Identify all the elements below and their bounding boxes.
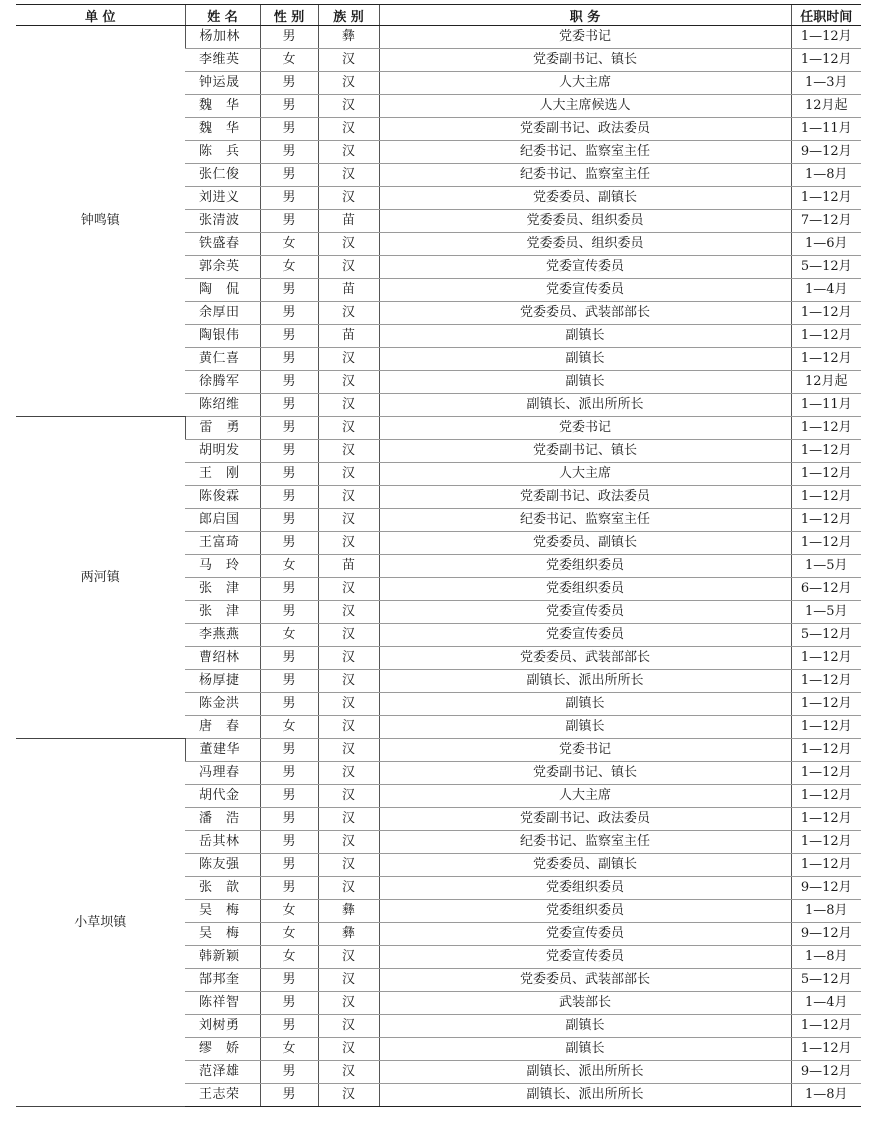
term-cell: 9—12月 — [791, 923, 861, 946]
post-cell: 人大主席 — [379, 72, 791, 95]
term-cell: 1—12月 — [791, 647, 861, 670]
sex-cell: 男 — [260, 762, 318, 785]
term-cell: 1—12月 — [791, 808, 861, 831]
table-body — [16, 26, 861, 1107]
sex-cell: 男 — [260, 647, 318, 670]
ethnicity-cell: 汉 — [318, 118, 379, 141]
term-cell: 12月起 — [791, 95, 861, 118]
sex-cell: 女 — [260, 946, 318, 969]
ethnicity-cell: 苗 — [318, 210, 379, 233]
name-cell: 郭余英 — [185, 256, 260, 279]
ethnicity-cell: 汉 — [318, 670, 379, 693]
post-cell: 党委副书记、政法委员 — [379, 808, 791, 831]
post-cell: 党委副书记、镇长 — [379, 49, 791, 72]
ethnicity-cell: 彝 — [318, 26, 379, 49]
term-cell: 1—5月 — [791, 555, 861, 578]
sex-cell: 男 — [260, 693, 318, 716]
sex-cell: 男 — [260, 348, 318, 371]
ethnicity-cell: 彝 — [318, 923, 379, 946]
sex-cell: 男 — [260, 854, 318, 877]
term-cell: 1—12月 — [791, 325, 861, 348]
post-cell: 副镇长 — [379, 348, 791, 371]
name-cell: 陶银伟 — [185, 325, 260, 348]
post-cell: 党委委员、副镇长 — [379, 532, 791, 555]
ethnicity-cell: 汉 — [318, 256, 379, 279]
name-cell: 王志荣 — [185, 1084, 260, 1107]
term-cell: 1—12月 — [791, 440, 861, 463]
name-cell: 缪 娇 — [185, 1038, 260, 1061]
ethnicity-cell: 汉 — [318, 95, 379, 118]
ethnicity-cell: 汉 — [318, 854, 379, 877]
ethnicity-cell: 汉 — [318, 1038, 379, 1061]
ethnicity-cell: 彝 — [318, 900, 379, 923]
sex-cell: 男 — [260, 302, 318, 325]
ethnicity-cell: 汉 — [318, 233, 379, 256]
post-cell: 党委宣传委员 — [379, 601, 791, 624]
name-cell: 王 刚 — [185, 463, 260, 486]
sex-cell: 女 — [260, 256, 318, 279]
post-cell: 武装部长 — [379, 992, 791, 1015]
post-cell: 副镇长、派出所所长 — [379, 1084, 791, 1107]
name-cell: 王富琦 — [185, 532, 260, 555]
ethnicity-cell: 汉 — [318, 348, 379, 371]
term-cell: 12月起 — [791, 371, 861, 394]
post-cell: 党委组织委员 — [379, 877, 791, 900]
sex-cell: 男 — [260, 1084, 318, 1107]
sex-cell: 男 — [260, 831, 318, 854]
ethnicity-cell: 汉 — [318, 141, 379, 164]
name-cell: 李维英 — [185, 49, 260, 72]
unit-cell: 钟鸣镇 — [16, 26, 185, 417]
sex-cell: 男 — [260, 739, 318, 762]
post-cell: 人大主席 — [379, 463, 791, 486]
term-cell: 1—11月 — [791, 394, 861, 417]
table-row — [16, 26, 861, 49]
term-cell: 1—8月 — [791, 946, 861, 969]
name-cell: 董建华 — [185, 739, 260, 762]
name-cell: 郜邦奎 — [185, 969, 260, 992]
header-unit: 单 位 — [16, 5, 185, 26]
ethnicity-cell: 汉 — [318, 532, 379, 555]
sex-cell: 男 — [260, 532, 318, 555]
ethnicity-cell: 汉 — [318, 877, 379, 900]
sex-cell: 男 — [260, 95, 318, 118]
name-cell: 吴 梅 — [185, 923, 260, 946]
post-cell: 党委委员、副镇长 — [379, 854, 791, 877]
name-cell: 陶 侃 — [185, 279, 260, 302]
ethnicity-cell: 汉 — [318, 371, 379, 394]
post-cell: 人大主席候选人 — [379, 95, 791, 118]
sex-cell: 男 — [260, 440, 318, 463]
name-cell: 冯理春 — [185, 762, 260, 785]
ethnicity-cell: 汉 — [318, 164, 379, 187]
post-cell: 副镇长、派出所所长 — [379, 394, 791, 417]
name-cell: 韩新颖 — [185, 946, 260, 969]
post-cell: 党委宣传委员 — [379, 624, 791, 647]
term-cell: 1—4月 — [791, 279, 861, 302]
table-row — [16, 417, 861, 440]
post-cell: 党委委员、组织委员 — [379, 233, 791, 256]
ethnicity-cell: 汉 — [318, 394, 379, 417]
ethnicity-cell: 汉 — [318, 578, 379, 601]
sex-cell: 男 — [260, 1015, 318, 1038]
sex-cell: 女 — [260, 900, 318, 923]
name-cell: 魏 华 — [185, 118, 260, 141]
ethnicity-cell: 汉 — [318, 785, 379, 808]
sex-cell: 男 — [260, 72, 318, 95]
name-cell: 李燕燕 — [185, 624, 260, 647]
header-post: 职 务 — [379, 5, 791, 26]
term-cell: 1—8月 — [791, 164, 861, 187]
ethnicity-cell: 汉 — [318, 1015, 379, 1038]
sex-cell: 女 — [260, 923, 318, 946]
ethnicity-cell: 汉 — [318, 762, 379, 785]
term-cell: 1—12月 — [791, 762, 861, 785]
name-cell: 张清波 — [185, 210, 260, 233]
post-cell: 党委委员、武装部部长 — [379, 969, 791, 992]
sex-cell: 女 — [260, 624, 318, 647]
name-cell: 钟运晟 — [185, 72, 260, 95]
sex-cell: 女 — [260, 233, 318, 256]
term-cell: 5—12月 — [791, 969, 861, 992]
header-name: 姓 名 — [185, 5, 260, 26]
name-cell: 曹绍林 — [185, 647, 260, 670]
term-cell: 1—12月 — [791, 49, 861, 72]
sex-cell: 男 — [260, 141, 318, 164]
term-cell: 1—6月 — [791, 233, 861, 256]
post-cell: 纪委书记、监察室主任 — [379, 164, 791, 187]
post-cell: 副镇长 — [379, 1038, 791, 1061]
term-cell: 6—12月 — [791, 578, 861, 601]
sex-cell: 男 — [260, 670, 318, 693]
name-cell: 余厚田 — [185, 302, 260, 325]
term-cell: 1—12月 — [791, 532, 861, 555]
post-cell: 党委副书记、镇长 — [379, 762, 791, 785]
name-cell: 陈祥智 — [185, 992, 260, 1015]
name-cell: 杨厚捷 — [185, 670, 260, 693]
name-cell: 徐腾军 — [185, 371, 260, 394]
ethnicity-cell: 汉 — [318, 486, 379, 509]
term-cell: 1—8月 — [791, 900, 861, 923]
post-cell: 副镇长 — [379, 371, 791, 394]
name-cell: 岳其林 — [185, 831, 260, 854]
header-ethnicity: 族 别 — [318, 5, 379, 26]
post-cell: 纪委书记、监察室主任 — [379, 831, 791, 854]
ethnicity-cell: 汉 — [318, 302, 379, 325]
post-cell: 党委宣传委员 — [379, 256, 791, 279]
sex-cell: 男 — [260, 371, 318, 394]
term-cell: 1—12月 — [791, 693, 861, 716]
term-cell: 1—12月 — [791, 1038, 861, 1061]
ethnicity-cell: 汉 — [318, 1084, 379, 1107]
term-cell: 1—12月 — [791, 509, 861, 532]
term-cell: 1—8月 — [791, 1084, 861, 1107]
ethnicity-cell: 汉 — [318, 624, 379, 647]
term-cell: 1—12月 — [791, 831, 861, 854]
unit-cell: 小草坝镇 — [16, 739, 185, 1107]
sex-cell: 男 — [260, 601, 318, 624]
term-cell: 7—12月 — [791, 210, 861, 233]
term-cell: 1—3月 — [791, 72, 861, 95]
ethnicity-cell: 汉 — [318, 1061, 379, 1084]
post-cell: 党委组织委员 — [379, 900, 791, 923]
ethnicity-cell: 汉 — [318, 992, 379, 1015]
term-cell: 1—4月 — [791, 992, 861, 1015]
sex-cell: 男 — [260, 992, 318, 1015]
post-cell: 党委宣传委员 — [379, 946, 791, 969]
ethnicity-cell: 汉 — [318, 463, 379, 486]
term-cell: 1—12月 — [791, 739, 861, 762]
name-cell: 陈友强 — [185, 854, 260, 877]
post-cell: 党委委员、副镇长 — [379, 187, 791, 210]
ethnicity-cell: 汉 — [318, 831, 379, 854]
name-cell: 陈俊霖 — [185, 486, 260, 509]
ethnicity-cell: 汉 — [318, 187, 379, 210]
ethnicity-cell: 汉 — [318, 808, 379, 831]
name-cell: 张 歆 — [185, 877, 260, 900]
post-cell: 党委宣传委员 — [379, 923, 791, 946]
ethnicity-cell: 苗 — [318, 279, 379, 302]
ethnicity-cell: 汉 — [318, 601, 379, 624]
sex-cell: 男 — [260, 26, 318, 49]
sex-cell: 男 — [260, 118, 318, 141]
term-cell: 1—12月 — [791, 463, 861, 486]
post-cell: 副镇长 — [379, 693, 791, 716]
sex-cell: 男 — [260, 187, 318, 210]
post-cell: 党委副书记、政法委员 — [379, 118, 791, 141]
officials-table — [16, 4, 861, 1107]
ethnicity-cell: 汉 — [318, 440, 379, 463]
sex-cell: 女 — [260, 716, 318, 739]
term-cell: 1—12月 — [791, 187, 861, 210]
name-cell: 吴 梅 — [185, 900, 260, 923]
sex-cell: 男 — [260, 463, 318, 486]
term-cell: 1—12月 — [791, 854, 861, 877]
term-cell: 9—12月 — [791, 141, 861, 164]
sex-cell: 男 — [260, 325, 318, 348]
name-cell: 张 津 — [185, 578, 260, 601]
name-cell: 杨加林 — [185, 26, 260, 49]
post-cell: 党委组织委员 — [379, 578, 791, 601]
post-cell: 党委委员、组织委员 — [379, 210, 791, 233]
ethnicity-cell: 汉 — [318, 49, 379, 72]
name-cell: 胡代金 — [185, 785, 260, 808]
ethnicity-cell: 汉 — [318, 716, 379, 739]
sex-cell: 男 — [260, 210, 318, 233]
post-cell: 副镇长 — [379, 1015, 791, 1038]
post-cell: 党委宣传委员 — [379, 279, 791, 302]
ethnicity-cell: 汉 — [318, 969, 379, 992]
ethnicity-cell: 汉 — [318, 509, 379, 532]
post-cell: 纪委书记、监察室主任 — [379, 141, 791, 164]
post-cell: 党委书记 — [379, 26, 791, 49]
sex-cell: 男 — [260, 417, 318, 440]
ethnicity-cell: 汉 — [318, 417, 379, 440]
term-cell: 1—12月 — [791, 348, 861, 371]
name-cell: 胡明发 — [185, 440, 260, 463]
term-cell: 5—12月 — [791, 624, 861, 647]
term-cell: 9—12月 — [791, 1061, 861, 1084]
name-cell: 范泽雄 — [185, 1061, 260, 1084]
sex-cell: 男 — [260, 969, 318, 992]
sex-cell: 男 — [260, 578, 318, 601]
sex-cell: 男 — [260, 164, 318, 187]
name-cell: 刘进义 — [185, 187, 260, 210]
term-cell: 1—12月 — [791, 26, 861, 49]
ethnicity-cell: 汉 — [318, 693, 379, 716]
ethnicity-cell: 汉 — [318, 647, 379, 670]
post-cell: 副镇长、派出所所长 — [379, 670, 791, 693]
name-cell: 雷 勇 — [185, 417, 260, 440]
term-cell: 1—12月 — [791, 670, 861, 693]
name-cell: 铁盛春 — [185, 233, 260, 256]
sex-cell: 女 — [260, 555, 318, 578]
term-cell: 5—12月 — [791, 256, 861, 279]
officials-table-page — [16, 4, 861, 1107]
header-row — [16, 5, 861, 26]
name-cell: 郎启国 — [185, 509, 260, 532]
term-cell: 1—12月 — [791, 716, 861, 739]
sex-cell: 男 — [260, 877, 318, 900]
name-cell: 潘 浩 — [185, 808, 260, 831]
name-cell: 陈 兵 — [185, 141, 260, 164]
name-cell: 马 玲 — [185, 555, 260, 578]
sex-cell: 男 — [260, 486, 318, 509]
unit-cell: 两河镇 — [16, 417, 185, 739]
ethnicity-cell: 汉 — [318, 739, 379, 762]
sex-cell: 男 — [260, 785, 318, 808]
post-cell: 副镇长 — [379, 716, 791, 739]
name-cell: 唐 春 — [185, 716, 260, 739]
sex-cell: 男 — [260, 808, 318, 831]
post-cell: 纪委书记、监察室主任 — [379, 509, 791, 532]
name-cell: 张仁俊 — [185, 164, 260, 187]
sex-cell: 女 — [260, 1038, 318, 1061]
term-cell: 1—12月 — [791, 1015, 861, 1038]
post-cell: 党委委员、武装部部长 — [379, 647, 791, 670]
post-cell: 党委书记 — [379, 417, 791, 440]
ethnicity-cell: 汉 — [318, 72, 379, 95]
name-cell: 陈金洪 — [185, 693, 260, 716]
sex-cell: 男 — [260, 279, 318, 302]
term-cell: 1—11月 — [791, 118, 861, 141]
sex-cell: 女 — [260, 49, 318, 72]
sex-cell: 男 — [260, 394, 318, 417]
term-cell: 1—12月 — [791, 417, 861, 440]
sex-cell: 男 — [260, 509, 318, 532]
header-sex: 性 别 — [260, 5, 318, 26]
term-cell: 1—12月 — [791, 486, 861, 509]
ethnicity-cell: 苗 — [318, 325, 379, 348]
term-cell: 1—12月 — [791, 785, 861, 808]
name-cell: 黄仁喜 — [185, 348, 260, 371]
term-cell: 1—5月 — [791, 601, 861, 624]
post-cell: 党委副书记、镇长 — [379, 440, 791, 463]
post-cell: 党委书记 — [379, 739, 791, 762]
post-cell: 副镇长 — [379, 325, 791, 348]
ethnicity-cell: 苗 — [318, 555, 379, 578]
header-term: 任职时间 — [791, 5, 861, 26]
table-row — [16, 739, 861, 762]
name-cell: 陈绍维 — [185, 394, 260, 417]
post-cell: 人大主席 — [379, 785, 791, 808]
post-cell: 党委委员、武装部部长 — [379, 302, 791, 325]
name-cell: 张 津 — [185, 601, 260, 624]
post-cell: 党委组织委员 — [379, 555, 791, 578]
post-cell: 党委副书记、政法委员 — [379, 486, 791, 509]
ethnicity-cell: 汉 — [318, 946, 379, 969]
post-cell: 副镇长、派出所所长 — [379, 1061, 791, 1084]
term-cell: 9—12月 — [791, 877, 861, 900]
name-cell: 刘树勇 — [185, 1015, 260, 1038]
name-cell: 魏 华 — [185, 95, 260, 118]
sex-cell: 男 — [260, 1061, 318, 1084]
term-cell: 1—12月 — [791, 302, 861, 325]
